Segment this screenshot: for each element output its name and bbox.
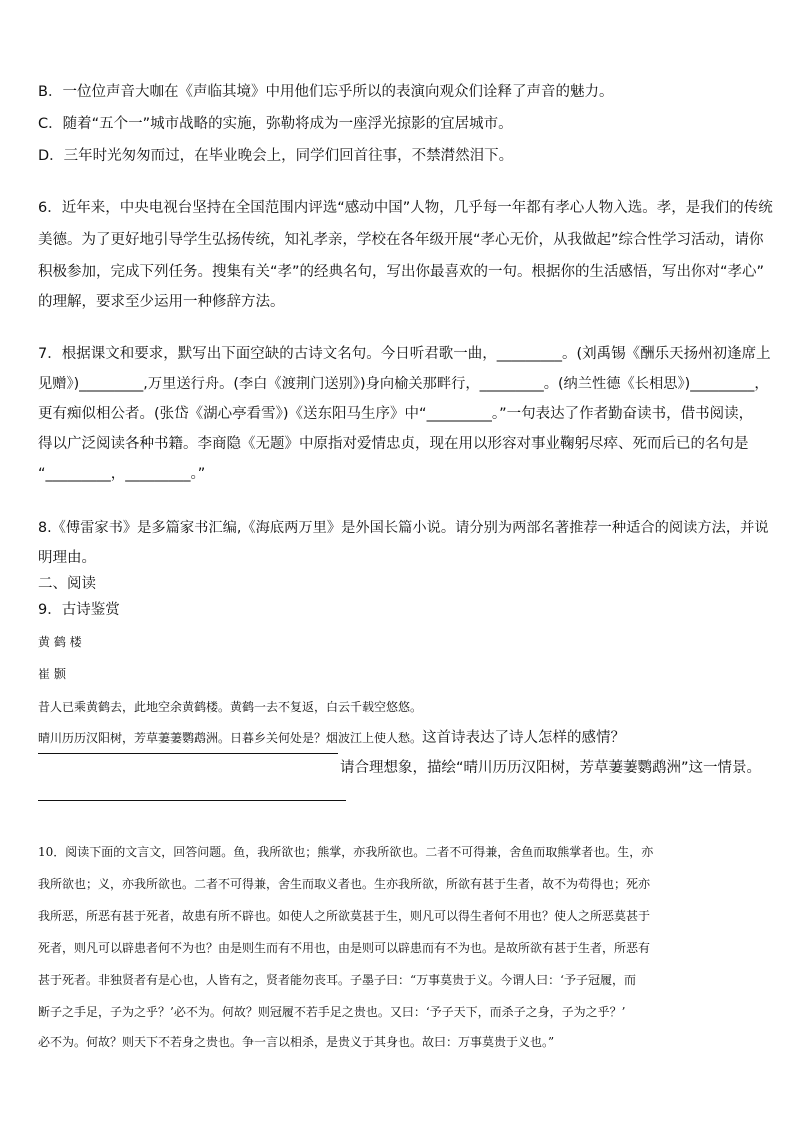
q6-line: 6．近年来，中央电视台坚持在全国范围内评选“感动中国”人物，几乎每一年都有孝心人物入选。孝，是我们的传统 [38, 200, 773, 216]
q7-line: 7．根据课文和要求，默写出下面空缺的古诗文名句。今日听君歌一曲，_________。(刘禹锡《酬乐天扬州初逢席上 [38, 346, 771, 362]
q8-line: 明理由。 [38, 550, 96, 566]
q9-question: 这首诗表达了诗人怎样的感情？ [422, 730, 626, 746]
poem-line-2: 晴川历历汉阳树，芳草萋萋鹦鹉洲。日暮乡关何处是？烟波江上使人愁。 [38, 731, 423, 745]
q7-line: 得以广泛阅读各种书籍。李商隐《无题》中原指对爱情忠贞，现在用以形容对事业鞠躬尽瘁、死而后已的名句是 [38, 436, 749, 452]
q10-line: 我所恶，所恶有甚于死者，故患有所不辟也。如使人之所欲莫甚于生，则凡可以得生者何不用也？使人之所恶莫甚于 [38, 909, 651, 923]
poem-author: 崔 颢 [38, 667, 66, 681]
poem-line-1: 昔人已乘黄鹤去，此地空余黄鹤楼。黄鹤一去不复返，白云千载空悠悠。 [38, 700, 423, 714]
section-heading: 二、阅读 [38, 576, 96, 592]
option-d: D．三年时光匆匆而过，在毕业晚会上，同学们回首往事，不禁潸然泪下。 [38, 148, 514, 164]
q7-line: 更有痴似相公者。(张岱《湖心亭看雪》)《送东阳马生序》中“_________。”一句表达了作者勤奋读书，借书阅读， [38, 406, 754, 422]
answer-line[interactable] [38, 800, 346, 801]
q6-line: 积极参加，完成下列任务。搜集有关“孝”的经典名句，写出你最喜欢的一句。根据你的生活感悟，写出你对“孝心” [38, 264, 765, 280]
q6-line: 美德。为了更好地引导学生弘扬传统，知礼孝亲，学校在各年级开展“孝心无价，从我做起”综合性学习活动，请你 [38, 232, 764, 248]
option-c: C．随着“五个一”城市战略的实施，弥勒将成为一座浮光掠影的宜居城市。 [38, 116, 513, 132]
q10-line: 我所欲也；义，亦我所欲也。二者不可得兼，舍生而取义者也。生亦我所欲，所欲有甚于生者，故不为苟得也；死亦 [38, 877, 651, 891]
q10-line: 死者，则凡可以辟患者何不为也？由是则生而有不用也，由是则可以辟患而有不为也。是故所欲有甚于生者，所恶有 [38, 941, 651, 955]
answer-line[interactable] [38, 753, 338, 754]
q10-line: 10．阅读下面的文言文，回答问题。鱼，我所欲也；熊掌，亦我所欲也。二者不可得兼，舍鱼而取熊掌者也。生，亦 [38, 845, 654, 859]
option-b: B．一位位声音大咖在《声临其境》中用他们忘乎所以的表演向观众们诠释了声音的魅力。 [38, 84, 614, 100]
q10-line: 断子之手足，子为之乎？’必不为。何故？则冠履不若手足之贵也。又曰：‘予子天下，而杀子之身，子为之乎？’ [38, 1005, 626, 1019]
q9-task: 请合理想象，描绘“晴川历历汉阳树，芳草萋萋鹦鹉洲”这一情景。 [340, 760, 762, 776]
poem-title: 黄 鹤 楼 [38, 635, 82, 649]
q7-line: “_________，_________。” [38, 466, 206, 482]
q10-line: 甚于死者。非独贤者有是心也，人皆有之，贤者能勿丧耳。子墨子曰：“万事莫贵于义。今谓人曰：‘予子冠履，而 [38, 973, 636, 987]
q7-line: 见赠》)_________,万里送行舟。(李白《渡荆门送别》)身向榆关那畔行，_________。(纳兰性德《长相思》)_________， [38, 376, 769, 392]
q8-line: 8.《傅雷家书》是多篇家书汇编,《海底两万里》是外国长篇小说。请分别为两部名著推荐一种适合的阅读方法，并说 [38, 520, 769, 536]
poem-line-2-row [38, 728, 625, 748]
q6-line: 的理解，要求至少运用一种修辞方法。 [38, 294, 285, 310]
q9-title: 9．古诗鉴赏 [38, 602, 120, 618]
q10-line: 必不为。何故？则天下不若身之贵也。争一言以相杀，是贵义于其身也。故曰：万事莫贵于义也。” [38, 1035, 555, 1049]
